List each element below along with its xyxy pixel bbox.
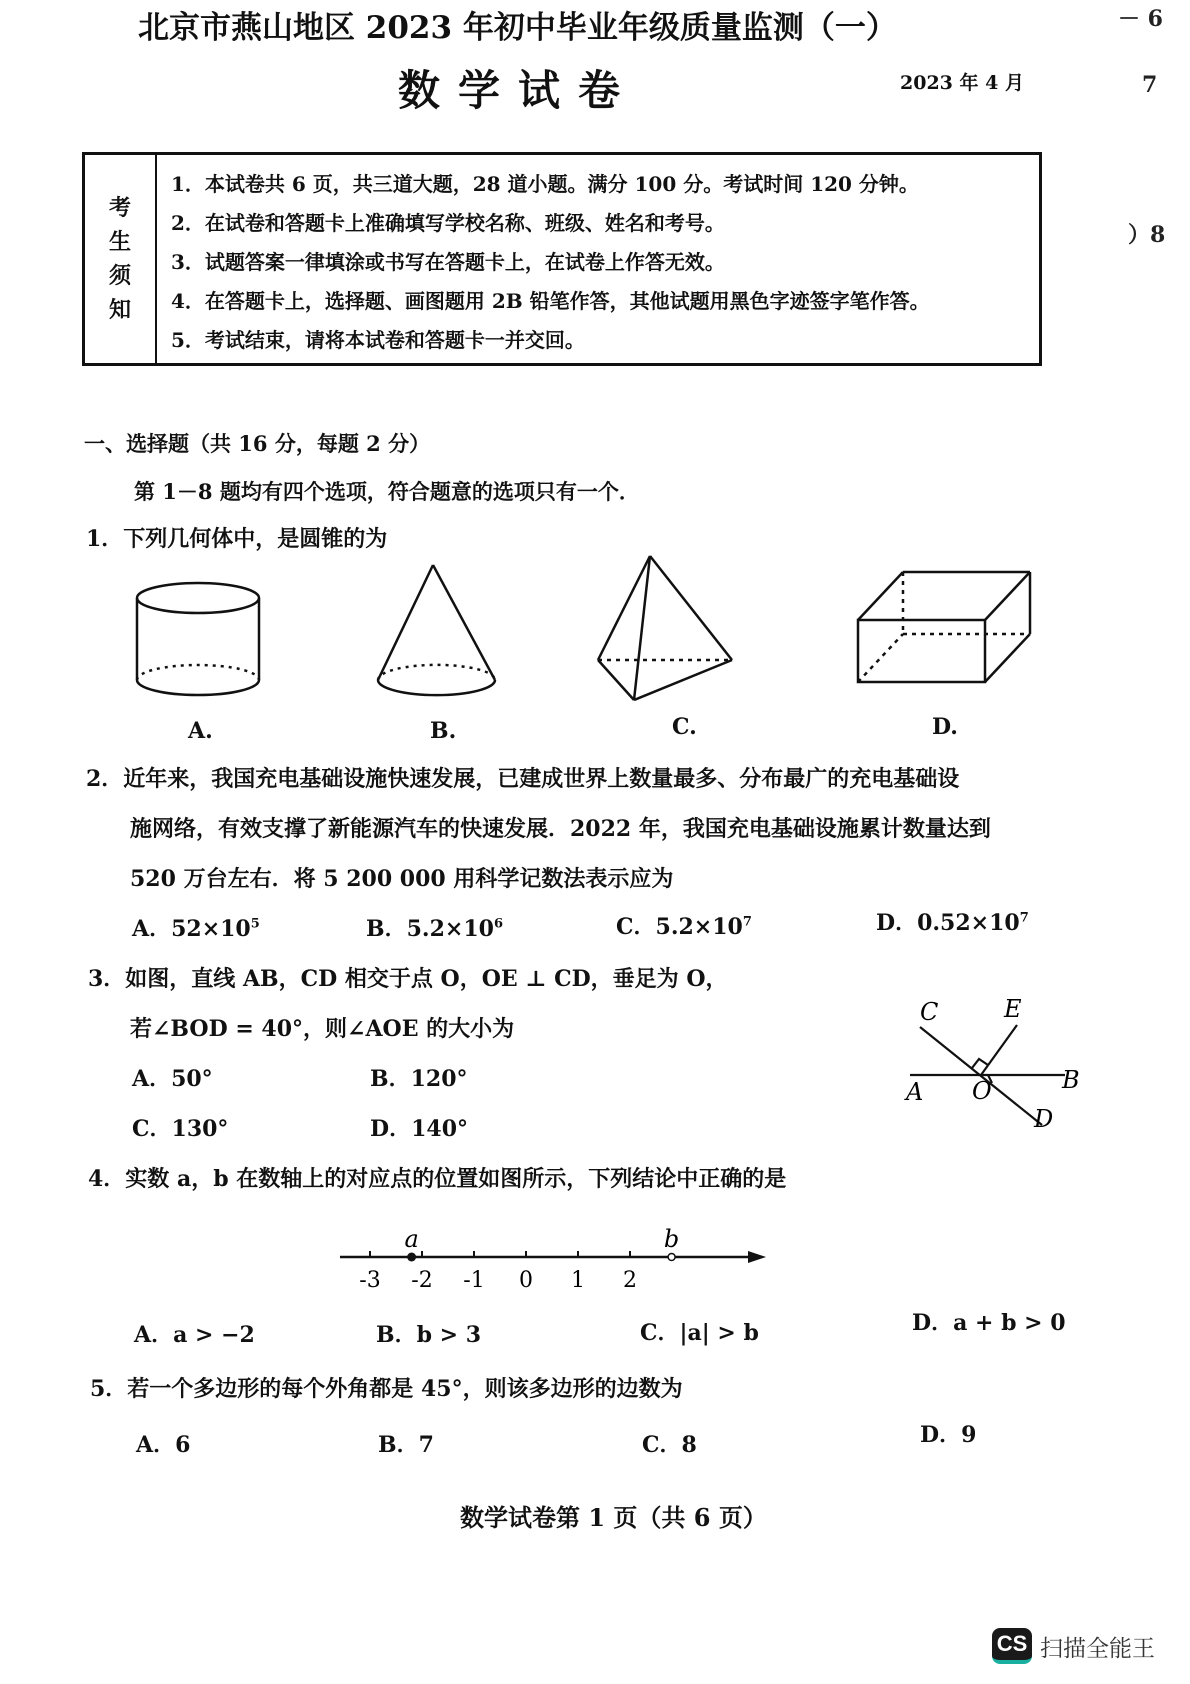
label-b: B <box>1062 1066 1080 1094</box>
label-a: A <box>906 1078 924 1106</box>
ray-oe <box>981 1025 1017 1075</box>
point-b <box>668 1254 675 1261</box>
axis-tick-label: 2 <box>623 1268 637 1293</box>
label-e: E <box>1004 995 1022 1023</box>
option-letter: C． <box>616 914 656 940</box>
option-exponent: 6 <box>493 916 503 932</box>
right-angle-mark <box>972 1059 988 1068</box>
question-4-stem: 4．实数 a，b 在数轴上的对应点的位置如图所示，下列结论中正确的是 <box>88 1166 787 1192</box>
question-4-option-b: B．b > 3 <box>376 1322 482 1348</box>
question-3-option-c: C．130° <box>132 1116 229 1142</box>
label-o: O <box>972 1077 992 1105</box>
section-heading: 一、选择题（共 16 分，每题 2 分） <box>84 431 431 456</box>
notice-item: 2．在试卷和答题卡上准确填写学校名称、班级、姓名和考号。 <box>171 211 725 235</box>
question-1-label-b: B. <box>430 718 457 744</box>
cuboid-figure <box>858 572 1030 682</box>
question-2-option-d <box>876 906 1029 937</box>
edge-mark: － 6 <box>1118 6 1163 32</box>
option-base: 52×10 <box>171 916 251 942</box>
question-5-option-b: B．7 <box>378 1432 434 1458</box>
question-5-option-a: A．6 <box>136 1432 191 1458</box>
question-3-line-2: 若∠BOD = 40°，则∠AOE 的大小为 <box>130 1016 515 1042</box>
axis-tick-label: 1 <box>571 1268 585 1293</box>
option-base: 5.2×10 <box>406 916 494 942</box>
question-5-option-d: D．9 <box>920 1422 977 1448</box>
option-base: 0.52×10 <box>917 910 1020 936</box>
notice-label-char: 考 <box>108 195 131 221</box>
axis-tick-label: 0 <box>519 1268 533 1293</box>
option-exponent: 5 <box>250 916 260 932</box>
question-4-option-c: C．|a| > b <box>640 1320 759 1346</box>
axis-tick-label: -3 <box>359 1268 381 1293</box>
question-1-label-a: A. <box>188 718 213 744</box>
axis-tick-label: -2 <box>411 1268 433 1293</box>
point-b-label: b <box>663 1225 680 1253</box>
question-4-option-a: A．a > −2 <box>134 1322 255 1348</box>
camscanner-logo: CS <box>992 1628 1032 1664</box>
point-a <box>407 1253 416 1262</box>
notice-label-char: 须 <box>108 263 131 289</box>
section-instruction: 第 1－8 题均有四个选项，符合题意的选项只有一个． <box>134 479 640 504</box>
question-3-figure <box>900 995 1100 1145</box>
notice-item: 5．考试结束，请将本试卷和答题卡一并交回。 <box>171 328 585 352</box>
question-2-line-3: 520 万台左右．将 5 200 000 用科学记数法表示应为 <box>130 866 674 892</box>
tetrahedron-figure <box>598 556 732 700</box>
option-letter: A． <box>132 916 172 942</box>
page-footer: 数学试卷第 1 页（共 6 页） <box>460 1503 767 1532</box>
option-exponent: 7 <box>742 914 752 930</box>
exam-title: 北京市燕山地区 2023 年初中毕业年级质量监测（一） <box>138 10 897 46</box>
question-2-line-1: 2．近年来，我国充电基础设施快速发展，已建成世界上数量最多、分布最广的充电基础设 <box>86 766 960 792</box>
option-letter: B． <box>366 916 407 942</box>
camscanner-text: 扫描全能王 <box>1040 1635 1155 1662</box>
notice-label-char: 生 <box>108 229 131 255</box>
question-2-option-b <box>366 912 503 943</box>
notice-item: 3．试题答案一律填涂或书写在答题卡上，在试卷上作答无效。 <box>171 250 725 274</box>
notice-item: 1．本试卷共 6 页，共三道大题，28 道小题。满分 100 分。考试时间 120 分钟。 <box>171 172 919 196</box>
question-5-option-c: C．8 <box>642 1432 697 1458</box>
option-letter: D． <box>876 910 918 936</box>
number-line <box>330 1225 770 1300</box>
cylinder-figure <box>137 583 259 695</box>
question-2-option-c <box>616 910 752 941</box>
scanner-watermark <box>992 1628 1155 1664</box>
axis-tick-label: -1 <box>463 1268 485 1293</box>
option-base: 5.2×10 <box>655 914 743 940</box>
edge-mark: ）8 <box>1128 222 1166 248</box>
notice-item: 4．在答题卡上，选择题、画图题用 2B 铅笔作答，其他试题用黑色字迹签字笔作答。 <box>171 289 930 313</box>
question-3-line-1: 3．如图，直线 AB，CD 相交于点 O，OE ⊥ CD，垂足为 O， <box>88 966 728 992</box>
label-d: D <box>1034 1105 1054 1133</box>
point-a-label: a <box>404 1225 419 1253</box>
question-3-option-a: A．50° <box>132 1066 213 1092</box>
question-4-option-d: D．a + b > 0 <box>912 1310 1066 1336</box>
question-1-label-c: C. <box>672 714 697 740</box>
option-exponent: 7 <box>1019 910 1029 926</box>
question-1-solids <box>0 0 1190 760</box>
question-1-stem: 1．下列几何体中，是圆锥的为 <box>86 526 388 552</box>
label-c: C <box>920 998 939 1026</box>
question-3-option-d: D．140° <box>370 1116 469 1142</box>
exam-subtitle: 数学试卷 <box>398 66 639 115</box>
question-1-label-d: D. <box>932 714 958 740</box>
question-2-line-2: 施网络，有效支撑了新能源汽车的快速发展．2022 年，我国充电基础设施累计数量达到 <box>130 816 991 842</box>
exam-date: 2023 年 4 月 <box>900 72 1024 94</box>
question-5-stem: 5．若一个多边形的每个外角都是 45°，则该多边形的边数为 <box>90 1376 683 1402</box>
cone-figure <box>378 565 495 695</box>
edge-mark: 7 <box>1142 72 1158 98</box>
question-3-option-b: B．120° <box>370 1066 468 1092</box>
notice-label-char: 知 <box>108 297 131 323</box>
question-2-option-a <box>132 912 260 943</box>
